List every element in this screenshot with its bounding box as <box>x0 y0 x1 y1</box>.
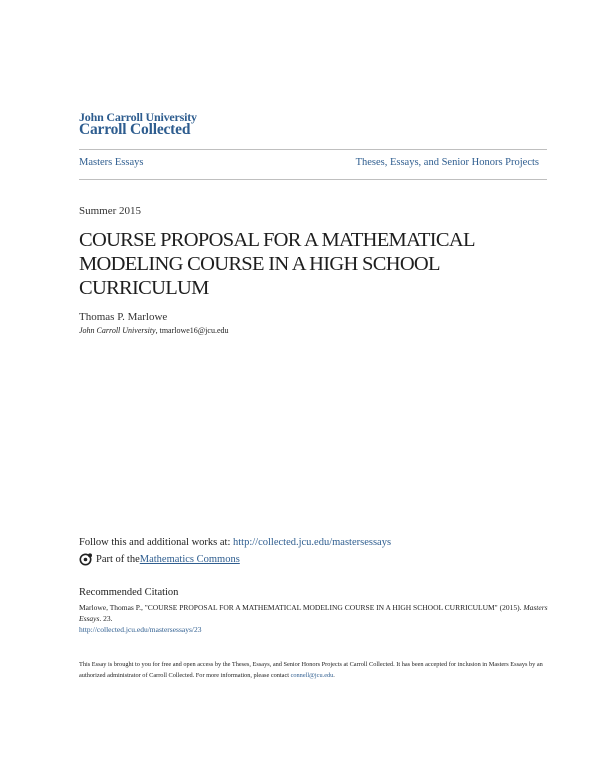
part-of-label: Part of the <box>96 554 140 565</box>
breadcrumb-masters-essays-link[interactable]: Masters Essays <box>79 157 144 168</box>
follow-url-link[interactable]: http://collected.jcu.edu/mastersessays <box>233 537 392 548</box>
access-notice-text: This Essay is brought to you for free and open access by the Theses, Essays, and Senior Honors Projects at Carroll Collected. It has been accepted for inclusion in Masters Essays by an authorized administrator of Carroll Collected. For more information, please contact <box>79 661 543 679</box>
follow-line <box>79 537 391 548</box>
author-email: tmarlowe16@jcu.edu <box>159 326 229 335</box>
network-icon <box>79 553 92 566</box>
follow-label: Follow this and additional works at: <box>79 537 233 548</box>
document-title: COURSE PROPOSAL FOR A MATHEMATICAL MODELING COURSE IN A HIGH SCHOOL CURRICULUM <box>79 229 475 299</box>
citation-volume: . 23. <box>99 614 113 623</box>
author-name: Thomas P. Marlowe <box>79 311 168 323</box>
publication-date: Summer 2015 <box>79 205 142 217</box>
access-notice <box>79 659 549 681</box>
breadcrumb-collection-link[interactable]: Theses, Essays, and Senior Honors Projects <box>355 157 539 168</box>
citation-journal: Masters Essays <box>79 603 548 623</box>
institution-name: John Carroll University <box>79 326 156 335</box>
citation-text: Marlowe, Thomas P., "COURSE PROPOSAL FOR A MATHEMATICAL MODELING COURSE IN A HIGH SCHOOL CURRICULUM" (2015). <box>79 603 524 612</box>
university-name: John Carroll University <box>79 110 197 124</box>
header-divider <box>79 149 547 150</box>
citation-block <box>79 602 549 635</box>
citation-url-link[interactable]: http://collected.jcu.edu/mastersessays/23 <box>79 625 202 634</box>
author-affiliation <box>79 326 229 335</box>
repository-name[interactable]: Carroll Collected <box>79 121 191 138</box>
access-notice-end: . <box>333 672 335 679</box>
part-of-line <box>79 553 240 566</box>
recommended-citation-heading: Recommended Citation <box>79 587 179 598</box>
affiliation-separator: , <box>155 326 160 335</box>
mathematics-commons-link[interactable]: Mathematics Commons <box>139 554 240 565</box>
breadcrumb-divider <box>79 179 547 180</box>
contact-email-link[interactable]: connell@jcu.edu <box>290 672 334 679</box>
